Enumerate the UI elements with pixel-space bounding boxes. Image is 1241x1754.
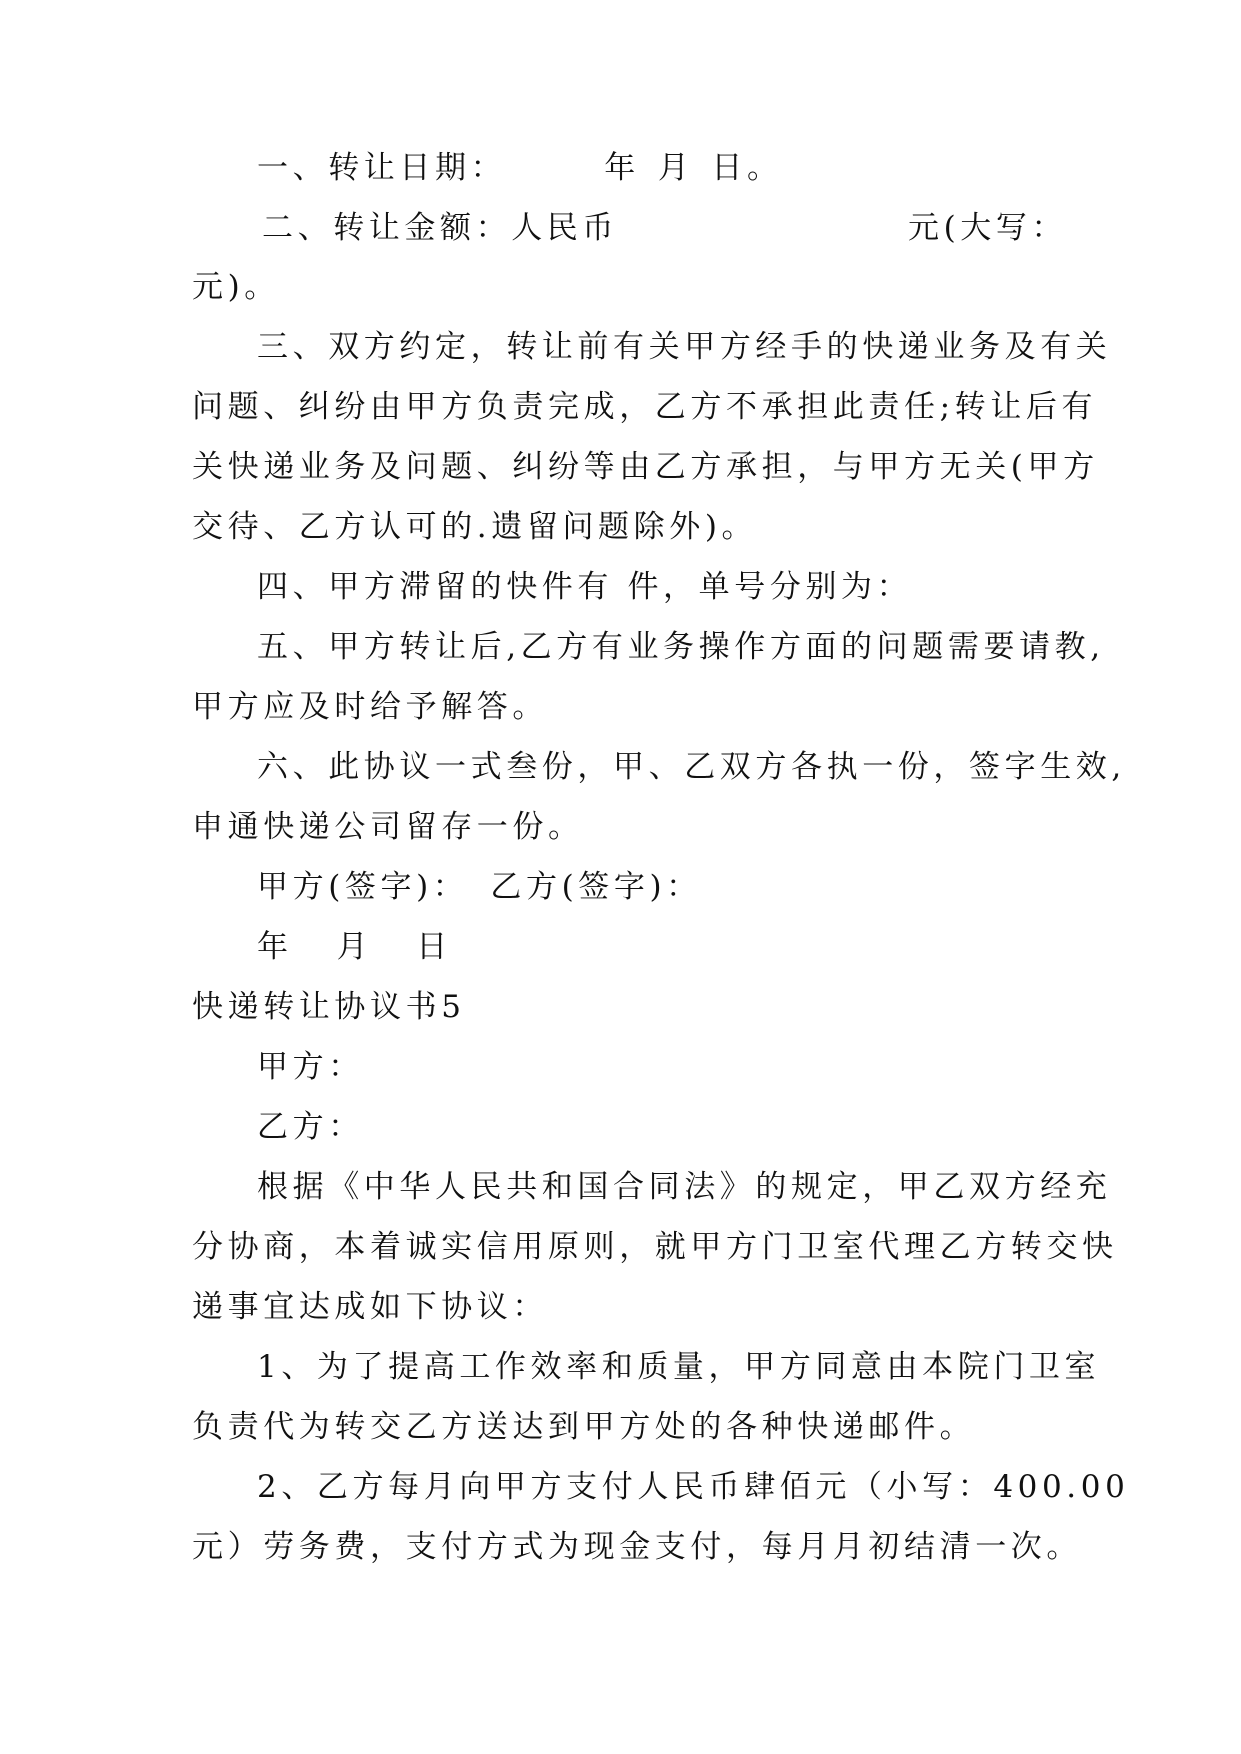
transfer-amount-label: 二、转让金额：人民币 (262, 210, 618, 246)
signature-date-month: 月 (336, 929, 373, 965)
agreement-item3-line2: 问题、纠纷由甲方负责完成，乙方不承担此责任;转让后有 (192, 389, 1098, 425)
party-a-line: 甲方： (257, 1049, 364, 1085)
transfer-date-day: 日。 (711, 150, 783, 186)
clause2-line1: 2、乙方每月向甲方支付人民币肆佰元（小写：400.00 (257, 1469, 1130, 1505)
intro-line2: 分协商，本着诚实信用原则，就甲方门卫室代理乙方转交快 (192, 1229, 1118, 1265)
agreement-item6-line1: 六、此协议一式叁份，甲、乙双方各执一份，签字生效, (257, 749, 1126, 785)
agreement-item5-line1: 五、甲方转让后,乙方有业务操作方面的问题需要请教, (257, 629, 1105, 665)
party-a-signature: 甲方(签字)： (257, 869, 469, 905)
signature-date-day: 日 (416, 929, 452, 965)
clause2-line2: 元）劳务费，支付方式为现金支付，每月月初结清一次。 (192, 1529, 1082, 1565)
agreement-item3-line1: 三、双方约定，转让前有关甲方经手的快递业务及有关 (257, 329, 1112, 365)
agreement-item6-line2: 申通快递公司留存一份。 (192, 809, 584, 845)
transfer-date-label: 一、转让日期： (257, 150, 507, 186)
clause1-line1: 1、为了提高工作效率和质量，甲方同意由本院门卫室 (257, 1349, 1101, 1385)
transfer-amount-cont: 元)。 (192, 269, 280, 305)
transfer-date-year: 年 (604, 150, 640, 186)
party-b-line: 乙方： (257, 1109, 364, 1145)
agreement-item5-line2: 甲方应及时给予解答。 (192, 689, 548, 725)
signature-date-year: 年 (257, 929, 293, 965)
agreement-item3-line4: 交待、乙方认可的.遗留问题除外)。 (192, 509, 758, 545)
party-b-signature: 乙方(签字)： (490, 869, 702, 905)
signature-date-line (257, 927, 1137, 967)
intro-line3: 递事宜达成如下协议： (192, 1289, 548, 1325)
intro-line1: 根据《中华人民共和国合同法》的规定，甲乙双方经充 (257, 1169, 1112, 1205)
document-title: 快递转让协议书5 (192, 989, 466, 1025)
transfer-amount-daxie: 元(大写： (908, 210, 1068, 246)
signature-line (257, 867, 1137, 907)
agreement-item4: 四、甲方滞留的快件有 件，单号分别为： (257, 569, 913, 605)
transfer-date-line (257, 148, 1137, 188)
clause1-line2: 负责代为转交乙方送达到甲方处的各种快递邮件。 (192, 1409, 976, 1445)
agreement-item3-line3: 关快递业务及问题、纠纷等由乙方承担，与甲方无关(甲方 (192, 449, 1099, 485)
transfer-date-month: 月 (657, 150, 694, 186)
transfer-amount-line (262, 208, 1142, 248)
